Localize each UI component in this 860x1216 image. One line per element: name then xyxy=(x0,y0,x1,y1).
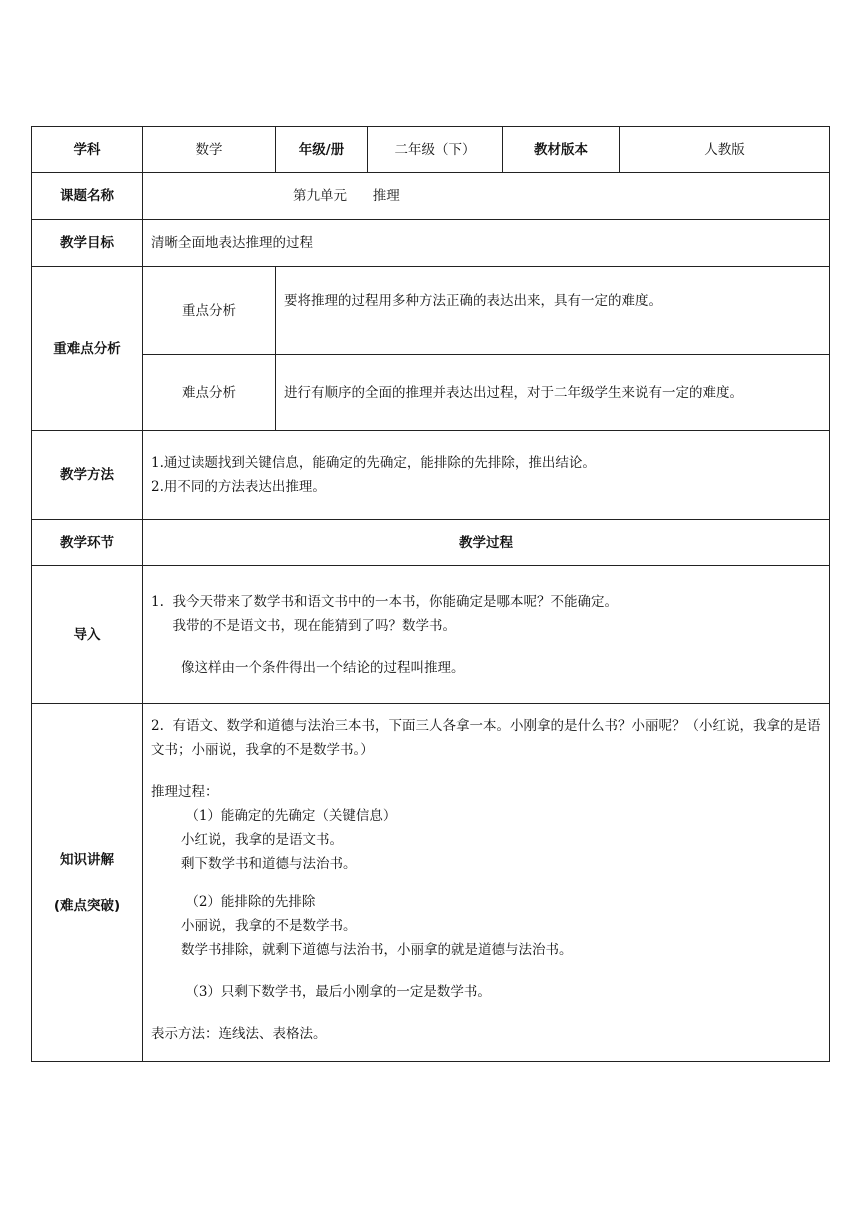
goal-row xyxy=(32,220,830,267)
knowledge-line: 表示方法：连线法、表格法。 xyxy=(151,1026,327,1042)
intro-content xyxy=(143,566,830,704)
key-analysis-label: 重点分析 xyxy=(143,267,276,355)
method-row xyxy=(32,431,830,520)
method-label: 教学方法 xyxy=(32,431,143,520)
intro-label: 导入 xyxy=(32,566,143,704)
knowledge-line: （1）能确定的先确定（关键信息） xyxy=(151,808,397,824)
subject-label: 学科 xyxy=(32,127,143,173)
method-line: 1.通过读题找到关键信息，能确定的先确定，能排除的先排除，推出结论。 xyxy=(151,455,596,471)
knowledge-line: （2）能排除的先排除 xyxy=(151,894,316,910)
process-title: 教学过程 xyxy=(143,520,830,566)
knowledge-line xyxy=(151,1004,823,1022)
topic-label: 课题名称 xyxy=(32,173,143,220)
knowledge-line: 小丽说，我拿的不是数学书。 xyxy=(151,918,357,934)
knowledge-line xyxy=(151,876,823,890)
knowledge-line: 推理过程： xyxy=(151,784,219,800)
knowledge-label: 知识讲解 xyxy=(60,851,114,868)
knowledge-content xyxy=(143,704,830,1062)
knowledge-line xyxy=(151,762,823,780)
intro-row xyxy=(32,566,830,704)
analysis-label: 重难点分析 xyxy=(32,267,143,431)
lesson-plan-sheet xyxy=(31,126,829,1062)
knowledge-line: 2. 有语文、数学和道德与法治三本书，下面三人各拿一本。小刚拿的是什么书？小丽呢？（小红说，我拿的是语文书；小丽说，我拿的不是数学书。） xyxy=(151,718,821,758)
grade-value: 二年级（下） xyxy=(368,127,503,173)
difficult-analysis-value: 进行有顺序的全面的推理并表达出过程，对于二年级学生来说有一定的难度。 xyxy=(276,355,830,431)
lesson-plan-table xyxy=(31,126,830,1062)
grade-label: 年级/册 xyxy=(276,127,368,173)
knowledge-line xyxy=(151,962,823,980)
goal-value: 清晰全面地表达推理的过程 xyxy=(143,220,830,267)
knowledge-label-cell xyxy=(32,704,143,1062)
method-content xyxy=(143,431,830,520)
process-stage-label: 教学环节 xyxy=(32,520,143,566)
knowledge-line: 剩下数学书和道德与法治书。 xyxy=(151,856,357,872)
intro-line: 像这样由一个条件得出一个结论的过程叫推理。 xyxy=(151,659,465,676)
process-header-row xyxy=(32,520,830,566)
subject-value: 数学 xyxy=(143,127,276,173)
topic-row xyxy=(32,173,830,220)
edition-value: 人教版 xyxy=(620,127,830,173)
topic-value: 第九单元 推理 xyxy=(143,173,830,220)
intro-line xyxy=(151,638,829,656)
knowledge-row xyxy=(32,704,830,1062)
goal-label: 教学目标 xyxy=(32,220,143,267)
header-row xyxy=(32,127,830,173)
intro-line: 1. 我今天带来了数学书和语文书中的一本书，你能确定是哪本呢？不能确定。 xyxy=(151,593,618,610)
knowledge-line: （3）只剩下数学书，最后小刚拿的一定是数学书。 xyxy=(151,984,491,1000)
difficult-analysis-row xyxy=(32,355,830,431)
knowledge-sublabel: (难点突破) xyxy=(53,897,121,914)
edition-label: 教材版本 xyxy=(503,127,620,173)
key-analysis-row xyxy=(32,267,830,355)
difficult-analysis-label: 难点分析 xyxy=(143,355,276,431)
intro-line: 我带的不是语文书，现在能猜到了吗？数学书。 xyxy=(151,617,456,634)
knowledge-line: 小红说，我拿的是语文书。 xyxy=(151,832,344,848)
key-analysis-value: 要将推理的过程用多种方法正确的表达出来，具有一定的难度。 xyxy=(276,267,830,355)
knowledge-line: 数学书排除，就剩下道德与法治书，小丽拿的就是道德与法治书。 xyxy=(151,942,573,958)
method-line: 2.用不同的方法表达出推理。 xyxy=(151,479,326,495)
